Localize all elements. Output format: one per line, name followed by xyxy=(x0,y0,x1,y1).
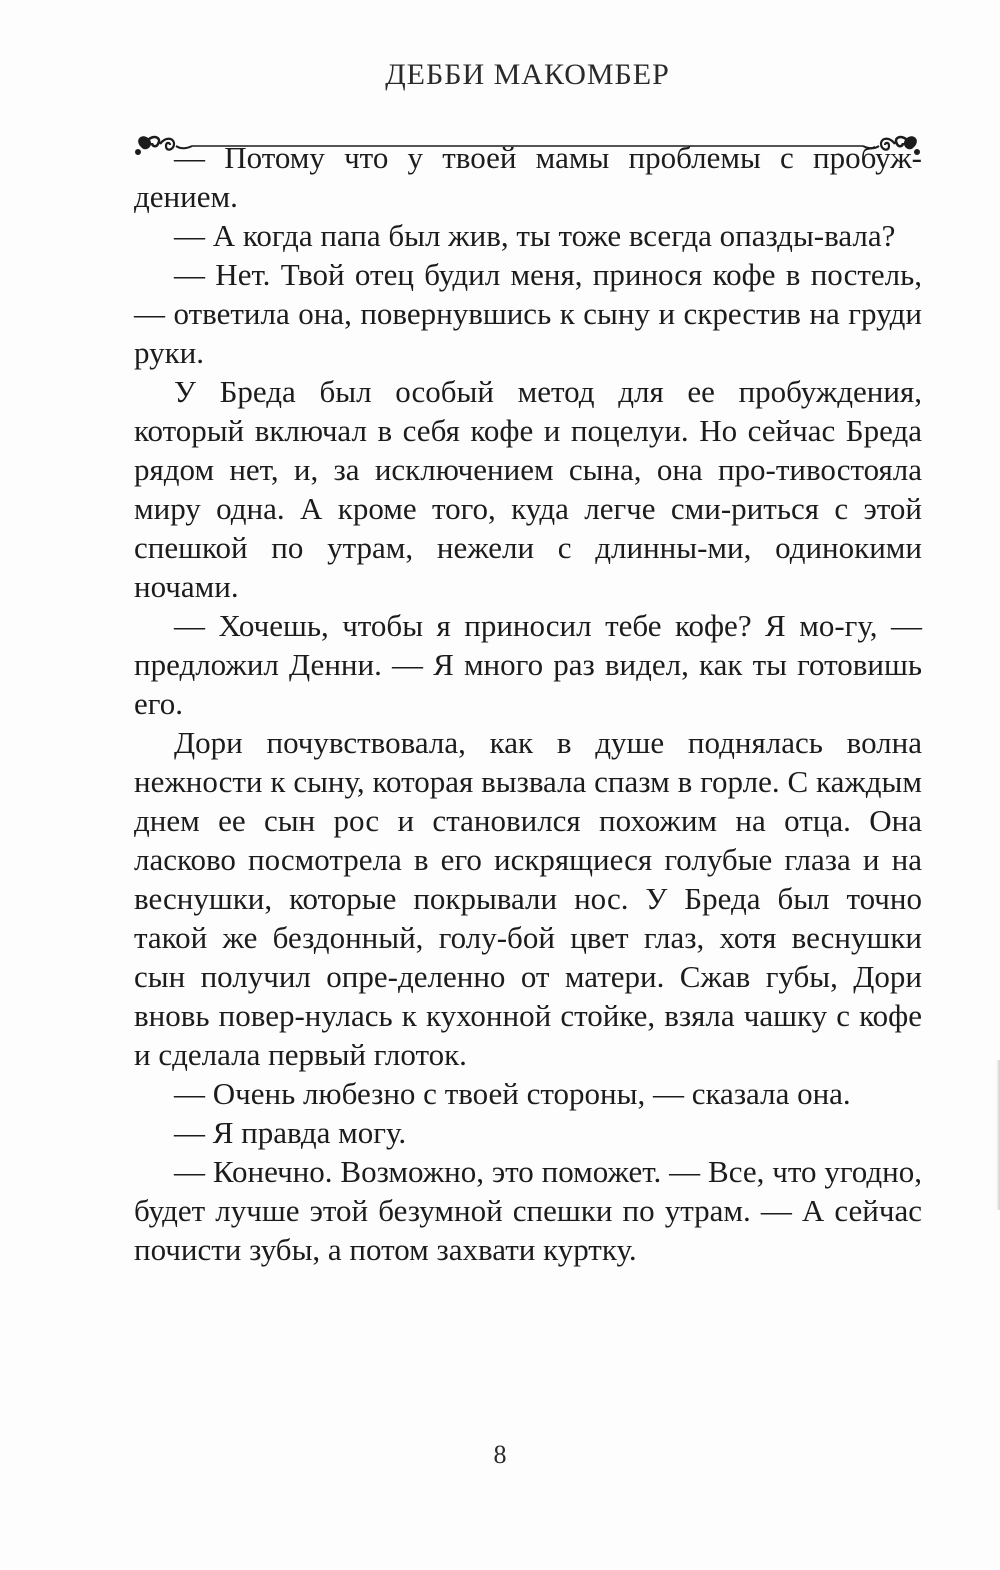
paragraph: — Конечно. Возможно, это поможет. — Все, что угодно, будет лучше этой безумной спешки по утрам. — А сейчас почисти зубы, а потом захвати куртку. xyxy=(134,1154,922,1267)
paragraph: — Нет. Твой отец будил меня, принося кофе в постель, — ответила она, повернувшись к сыну и скрестив на груди руки. xyxy=(134,257,922,370)
page-header xyxy=(130,52,925,122)
page-number: 8 xyxy=(493,1440,507,1469)
page-edge-shadow xyxy=(996,1060,1000,1210)
paragraph: — Потому что у твоей мамы проблемы с пробуж-дением. xyxy=(134,140,922,214)
paragraph: — Хочешь, чтобы я приносил тебе кофе? Я мо-гу, — предложил Денни. — Я много раз видел, как ты готовишь его. xyxy=(134,608,922,721)
paragraph: — Очень любезно с твоей стороны, — сказала она. xyxy=(174,1076,851,1111)
running-title: ДЕББИ МАКОМБЕР xyxy=(385,58,670,91)
paragraph: — А когда папа был жив, ты тоже всегда опазды-вала? xyxy=(174,218,896,253)
paragraph: У Бреда был особый метод для ее пробуждения, который включал в себя кофе и поцелуи. Но сейчас Бреда рядом нет, и, за исключением сына, она про-тивостояла миру одна. А кроме того, куда легче сми-риться с этой спешкой по утрам, нежели с длинны-ми, одинокими ночами. xyxy=(134,374,922,604)
paragraph: — Я правда могу. xyxy=(174,1115,407,1150)
paragraph: Дори почувствовала, как в душе поднялась волна нежности к сыну, которая вызвала спазм в горле. С каждым днем ее сын рос и становился похожим на отца. Она ласково посмотрела в его искрящиеся голубые глаза и на веснушки, которые покрывали нос. У Бреда был точно такой же бездонный, голу-бой цвет глаз, хотя веснушки сын получил опре-деленно от матери. Сжав губы, Дори вновь повер-нулась к кухонной стойке, взяла чашку с кофе и сделала первый глоток. xyxy=(134,725,922,1072)
body-text xyxy=(134,138,922,1269)
